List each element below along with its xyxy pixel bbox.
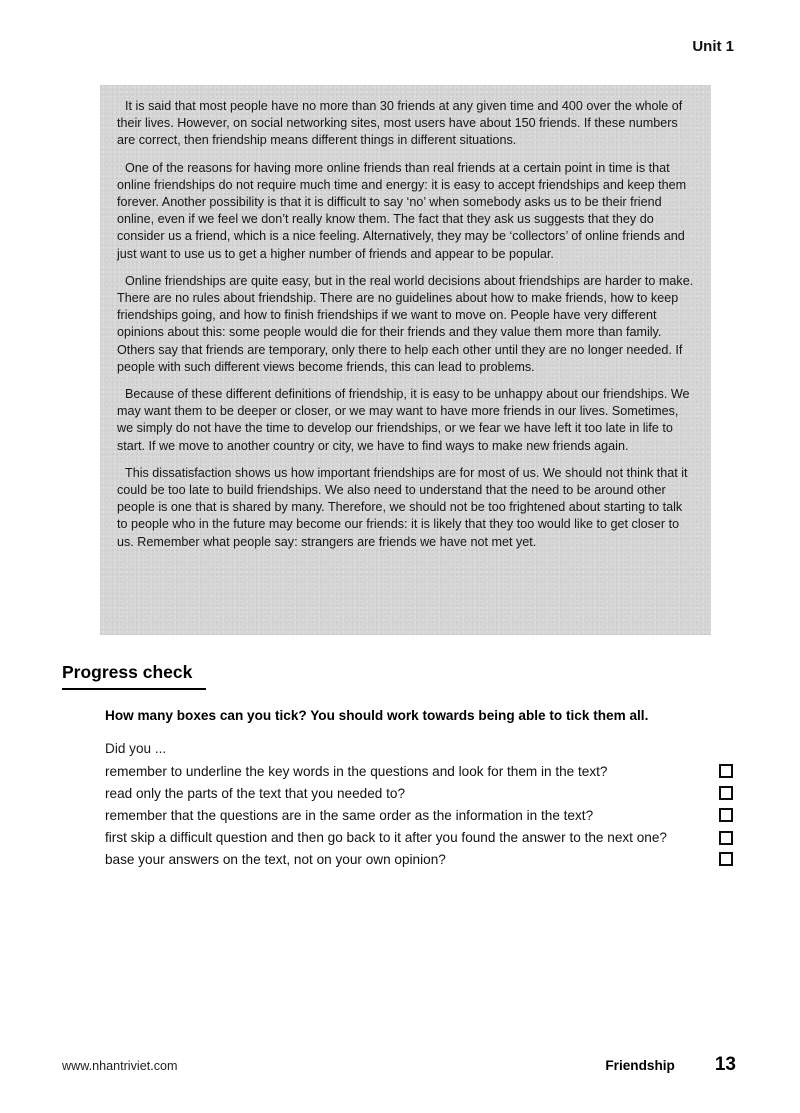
passage-paragraph: This dissatisfaction shows us how important friendships are for most of us. We should not think that it could be too late to build friendships. We also need to understand that the need to be around other people is one that is shared by many. Therefore, we should not be too frightened about starting to talk to people who in the future may become our friends: it is likely that they too would like to get closer to us. Remember what people say: strangers are friends we have not met yet. <box>117 465 688 549</box>
footer-url: www.nhantriviet.com <box>62 1059 178 1073</box>
checklist-item <box>105 785 733 802</box>
checklist-item-label: remember to underline the key words in the questions and look for them in the text? <box>105 764 608 779</box>
checkbox[interactable] <box>719 852 733 866</box>
footer-chapter: Friendship <box>605 1058 675 1073</box>
checklist-item <box>105 807 733 824</box>
checkbox[interactable] <box>719 764 733 778</box>
checklist-item-label: base your answers on the text, not on your own opinion? <box>105 852 446 867</box>
passage-paragraph: It is said that most people have no more than 30 friends at any given time and 400 over the whole of their lives. However, on social networking sites, most users have about 150 friends. If these numbers are correct, then friendship means different things in different situations. <box>117 99 683 148</box>
did-you-label: Did you ... <box>105 741 167 756</box>
footer-page-number: 13 <box>714 1054 736 1075</box>
checklist-item-label: read only the parts of the text that you needed to? <box>105 786 406 801</box>
footer-right <box>605 1054 736 1076</box>
passage-paragraph: Online friendships are quite easy, but in the real world decisions about friendships are harder to make. There are no rules about friendship. There are no guidelines about how to make friends, how to keep friendships going, and how to finish friendships if we want to move on. People have very different opinions about this: some people would die for their friends and they value them more than family. Others say that friends are temporary, only there to help each other until they are no longer needed. If people with such different views become friends, this can lead to problems. <box>117 273 694 374</box>
reading-passage-box <box>100 85 711 635</box>
checklist <box>105 763 733 868</box>
progress-check-title: Progress check <box>62 662 206 690</box>
passage-paragraph: Because of these different definitions of friendship, it is easy to be unhappy about our friendships. We may want them to be deeper or closer, or we may want to have more friends in our lives. Sometimes, we simply do not have the time to develop our friendships, or we fear we have left it too late in life to start. If we move to another country or city, we have to find ways to make new friends again. <box>117 387 690 453</box>
checkbox[interactable] <box>719 831 733 845</box>
checklist-item <box>105 763 733 780</box>
checklist-item-label: first skip a difficult question and then go back to it after you found the answer to the next one? <box>105 830 667 845</box>
checkbox[interactable] <box>719 808 733 822</box>
unit-header: Unit 1 <box>692 38 734 55</box>
page-footer <box>62 1054 736 1076</box>
checkbox[interactable] <box>719 786 733 800</box>
passage-paragraph: One of the reasons for having more online friends than real friends at a certain point in time is that online friendships do not require much time and energy: it is easy to accept friendships and keep them forever. Another possibility is that it is difficult to say ‘no’ when somebody asks us to be their friend online, even if we feel we don’t really know them. The fact that they ask us suggests that they do consider us a friend, which is a nice feeling. Alternatively, they may be ‘collectors’ of online friends and just want to use us to get a higher number of friends and appear to be popular. <box>117 160 687 261</box>
progress-instruction: How many boxes can you tick? You should work towards being able to tick them all. <box>105 708 649 723</box>
checklist-item-label: remember that the questions are in the same order as the information in the text? <box>105 808 594 823</box>
checklist-item <box>105 851 733 868</box>
progress-check-section <box>105 708 733 873</box>
checklist-item <box>105 829 733 846</box>
